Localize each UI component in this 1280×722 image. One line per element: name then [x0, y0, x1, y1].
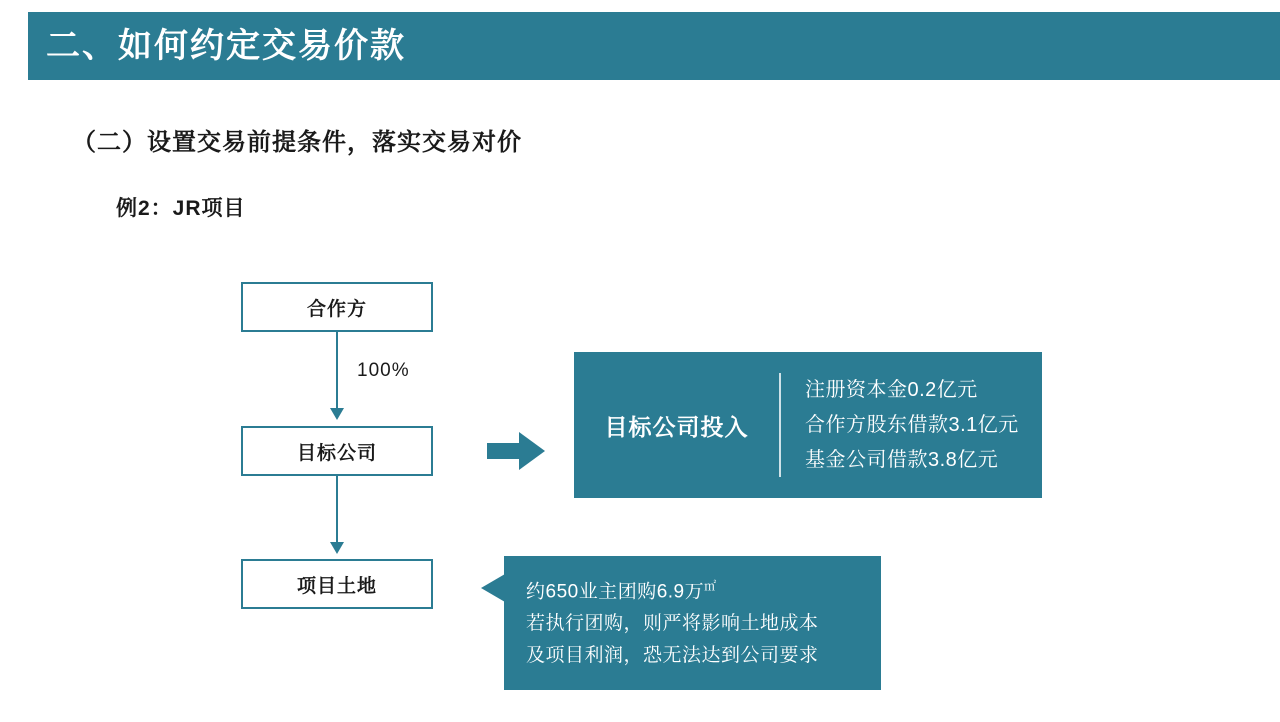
list-item: 合作方股东借款3.1亿元 — [805, 413, 1019, 436]
investment-panel — [574, 352, 1042, 498]
arrow-shaft — [487, 443, 521, 459]
callout-line-1-text: 约650业主团购6.9万 — [526, 581, 705, 603]
list-item: 基金公司借款3.8亿元 — [805, 448, 999, 471]
section-subtitle: （二）设置交易前提条件，落实交易对价 — [72, 129, 522, 156]
callout-line-1 — [526, 570, 865, 608]
arrow-head — [519, 432, 545, 470]
arrowhead-down-icon-2 — [330, 542, 344, 554]
connector-line-partner-to-target — [336, 332, 338, 410]
flow-box-target-company: 目标公司 — [241, 426, 433, 476]
investment-item-list — [781, 373, 1042, 478]
callout-tail — [481, 574, 505, 602]
callout-line-1-unit: ㎡ — [704, 579, 717, 593]
callout-line-3: 及项目利润，恐无法达到公司要求 — [526, 645, 819, 667]
investment-panel-title: 目标公司投入 — [604, 413, 749, 440]
flow-box-project-land: 项目土地 — [241, 559, 433, 609]
arrow-right-icon — [487, 432, 547, 470]
connector-line-target-to-land — [336, 476, 338, 544]
ownership-percent-label: 100% — [357, 360, 410, 381]
flow-box-partner: 合作方 — [241, 282, 433, 332]
callout-body — [504, 556, 881, 690]
callout-note — [481, 556, 881, 690]
arrowhead-down-icon — [330, 408, 344, 420]
header-left-accent — [0, 12, 28, 80]
list-item: 注册资本金0.2亿元 — [805, 378, 978, 401]
page-title: 二、如何约定交易价款 — [46, 27, 406, 65]
callout-line-2: 若执行团购，则严将影响土地成本 — [526, 613, 819, 635]
example-label: 例2：JR项目 — [116, 197, 246, 220]
